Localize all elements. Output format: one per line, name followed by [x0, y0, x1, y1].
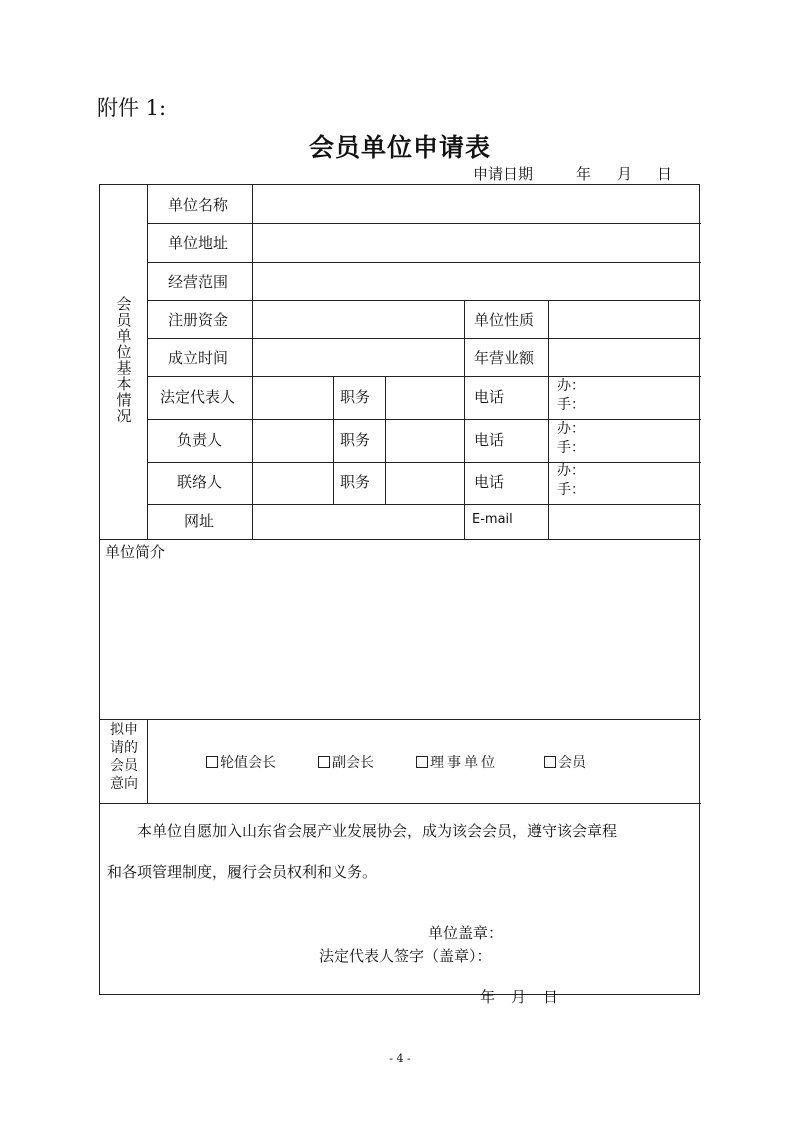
person-in-charge-phone-label: 电话 — [474, 431, 505, 449]
row-line — [147, 262, 701, 263]
business-scope-label: 经营范围 — [168, 273, 229, 291]
col-line — [385, 376, 386, 504]
contact-person-phone-label: 电话 — [474, 473, 505, 491]
col-line — [333, 376, 334, 504]
intent-label-line3: 会员 — [110, 758, 138, 774]
checkbox-icon[interactable] — [544, 756, 556, 768]
row-line — [147, 376, 701, 377]
signature-year: 年 — [480, 988, 496, 1006]
application-date-day: 日 — [657, 165, 673, 183]
checkbox-icon[interactable] — [206, 756, 218, 768]
signature-day: 日 — [543, 988, 559, 1006]
signature-month: 月 — [511, 988, 527, 1006]
intent-label-line1: 拟申 — [110, 722, 138, 738]
basic-info-section-label: 会员单位基本情况 — [116, 295, 132, 425]
legal-rep-phone-label: 电话 — [474, 388, 505, 406]
contact-person-phone-detail: 办： 手： — [557, 463, 585, 498]
option-vice-president[interactable]: 副会长 — [318, 752, 374, 772]
person-in-charge-label: 负责人 — [177, 431, 223, 449]
contact-person-duty-label: 职务 — [340, 473, 371, 491]
section-divider — [147, 185, 148, 539]
unit-address-label: 单位地址 — [168, 234, 229, 252]
declaration-line1: 本单位自愿加入山东省会展产业发展协会，成为该会会员，遵守该会章程 — [137, 822, 618, 840]
legal-rep-phone-detail: 办： 手： — [557, 378, 585, 413]
intent-label-line2: 请的 — [110, 740, 138, 756]
email-label: E-mail — [472, 512, 513, 527]
legal-rep-label: 法定代表人 — [160, 388, 236, 406]
row-line — [147, 338, 701, 339]
annex-label: 附件 1: — [97, 96, 167, 120]
option-rotating-president[interactable]: 轮值会长 — [206, 752, 276, 772]
page-number: - 4 - — [389, 1052, 411, 1065]
person-in-charge-phone-detail: 办： 手： — [557, 421, 585, 456]
intent-label-line4: 意向 — [110, 776, 138, 792]
row-line — [147, 223, 701, 224]
section-line — [100, 539, 701, 540]
row-line — [147, 300, 701, 301]
established-label: 成立时间 — [168, 349, 229, 367]
form-title: 会员单位申请表 — [308, 133, 491, 162]
section-line — [100, 803, 701, 804]
option-council-unit[interactable]: 理事单位 — [416, 752, 498, 772]
declaration-line2: 和各项管理制度，履行会员权利和义务。 — [107, 863, 378, 881]
col-line — [464, 300, 465, 539]
website-label: 网址 — [184, 512, 215, 530]
application-date-label: 申请日期 — [473, 165, 534, 183]
person-in-charge-duty-label: 职务 — [340, 431, 371, 449]
label-divider — [252, 185, 253, 539]
unit-name-label: 单位名称 — [168, 196, 229, 214]
application-date-month: 月 — [617, 165, 633, 183]
checkbox-icon[interactable] — [318, 756, 330, 768]
registered-capital-label: 注册资金 — [168, 311, 229, 329]
unit-intro-label: 单位简介 — [105, 543, 166, 561]
section-line — [100, 719, 701, 720]
row-line — [147, 504, 701, 505]
option-member[interactable]: 会员 — [544, 752, 586, 772]
col-line — [548, 300, 549, 539]
intent-divider — [147, 719, 148, 803]
checkbox-icon[interactable] — [416, 756, 428, 768]
annual-revenue-label: 年营业额 — [474, 349, 535, 367]
row-line — [147, 462, 701, 463]
row-line — [147, 419, 701, 420]
application-date-year: 年 — [576, 165, 592, 183]
unit-nature-label: 单位性质 — [474, 311, 535, 329]
legal-rep-signature-label: 法定代表人签字（盖章）： — [319, 947, 492, 965]
contact-person-label: 联络人 — [177, 473, 223, 491]
legal-rep-duty-label: 职务 — [340, 388, 371, 406]
unit-seal-label: 单位盖章： — [428, 924, 504, 942]
